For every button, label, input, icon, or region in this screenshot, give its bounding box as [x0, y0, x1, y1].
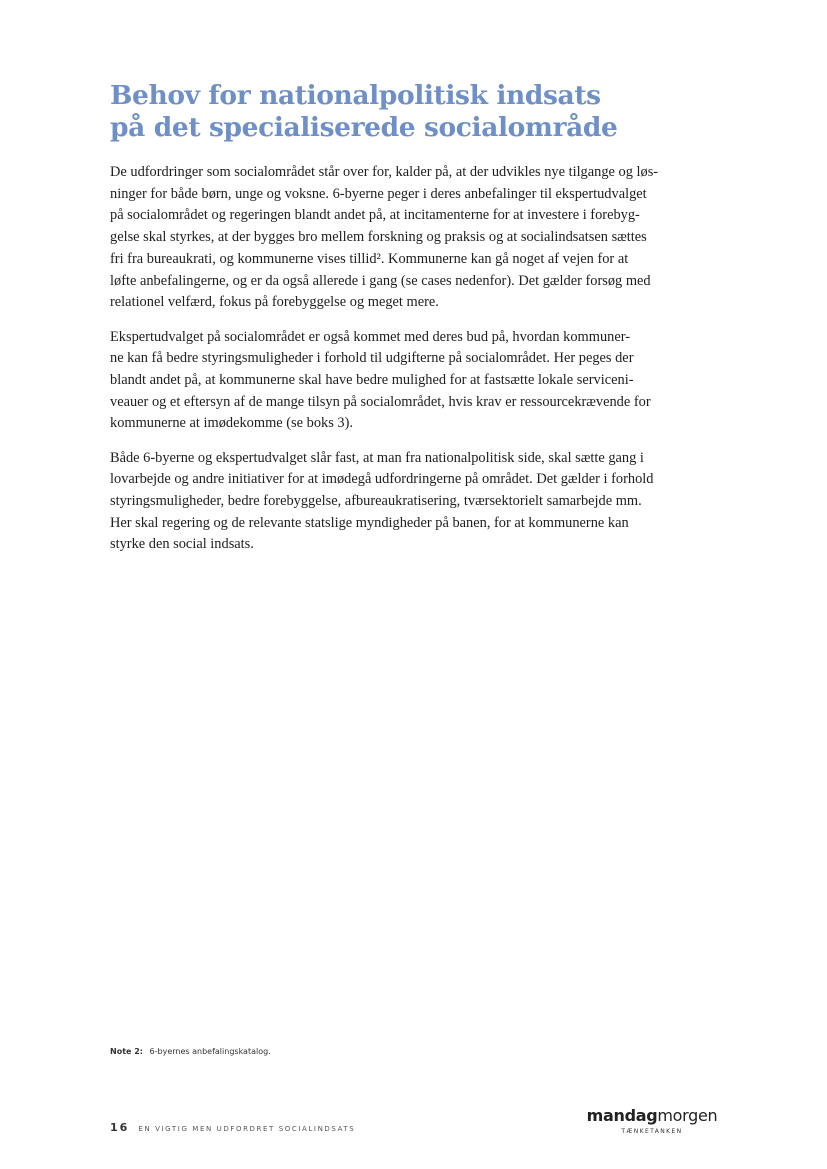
brand-wordmark: [586, 1106, 718, 1125]
footnote-label: Note 2:: [110, 1047, 143, 1056]
text-line: relationel velfærd, fokus på forebyggelse og meget mere.: [110, 294, 439, 311]
text-line: Både 6-byerne og ekspertudvalget slår fast, at man fra nationalpolitisk side, skal sætte gang i: [110, 449, 644, 466]
brand-wordmark-part2: morgen: [657, 1106, 718, 1125]
text-line: kommunerne at imødekomme (se boks 3).: [110, 415, 353, 432]
brand-logo: [586, 1106, 718, 1135]
brand-wordmark-part1: mandag: [586, 1106, 658, 1125]
footnote-text: 6-byernes anbefalingskatalog.: [149, 1047, 271, 1056]
paragraph-3: [110, 448, 720, 557]
title-line-1: Behov for nationalpolitisk indsats: [110, 80, 601, 111]
page-footer: [110, 1116, 355, 1135]
page-number: 16: [110, 1121, 130, 1134]
text-line: styringsmuligheder, bedre forebyggelse, afbureaukratisering, tværsektorielt samarbejde mm.: [110, 493, 642, 510]
paragraph-1: [110, 162, 720, 314]
text-line: gelse skal styrkes, at der bygges bro mellem forskning og praksis og at socialindsatsen sættes: [110, 229, 647, 246]
text-line: på socialområdet og regeringen blandt andet på, at incitamenterne for at investere i forebyg-: [110, 207, 640, 224]
page-title: [110, 80, 750, 144]
paragraph-2: [110, 327, 720, 436]
text-line: lovarbejde og andre initiativer for at imødegå udfordringerne på området. Det gælder i forhold: [110, 471, 654, 488]
brand-tagline: TÆNKETANKEN: [621, 1128, 683, 1135]
body-text: [110, 162, 720, 569]
text-line: Her skal regering og de relevante statslige myndigheder på banen, for at kommunerne kan: [110, 514, 629, 531]
text-line: blandt andet på, at kommunerne skal have bedre mulighed for at fastsætte lokale serviceni-: [110, 371, 634, 388]
text-line: ne kan få bedre styringsmuligheder i forhold til udgifterne på socialområdet. Her peges der: [110, 350, 634, 367]
text-line: De udfordringer som socialområdet står over for, kalder på, at der udvikles nye tilgange og løs-: [110, 164, 659, 180]
footnote: [110, 1047, 271, 1056]
text-line: ninger for både børn, unge og voksne. 6-byerne peger i deres anbefalinger til ekspertudvalget: [110, 185, 647, 202]
text-line: Ekspertudvalget på socialområdet er også kommet med deres bud på, hvordan kommuner-: [110, 328, 631, 345]
text-line: løfte anbefalingerne, og er da også allerede i gang (se cases nedenfor). Det gælder forsøg med: [110, 272, 651, 289]
text-line: veauer og et eftersyn af de mange tilsyn på socialområdet, hvis krav er ressourcekrævende for: [110, 393, 651, 410]
publication-title: EN VIGTIG MEN UDFORDRET SOCIALINDSATS: [138, 1125, 356, 1133]
title-line-2: på det specialiserede socialområde: [110, 112, 618, 143]
text-line: fri fra bureaukrati, og kommunerne vises tillid². Kommunerne kan gå noget af vejen for at: [110, 250, 629, 267]
text-line: styrke den social indsats.: [110, 536, 254, 553]
